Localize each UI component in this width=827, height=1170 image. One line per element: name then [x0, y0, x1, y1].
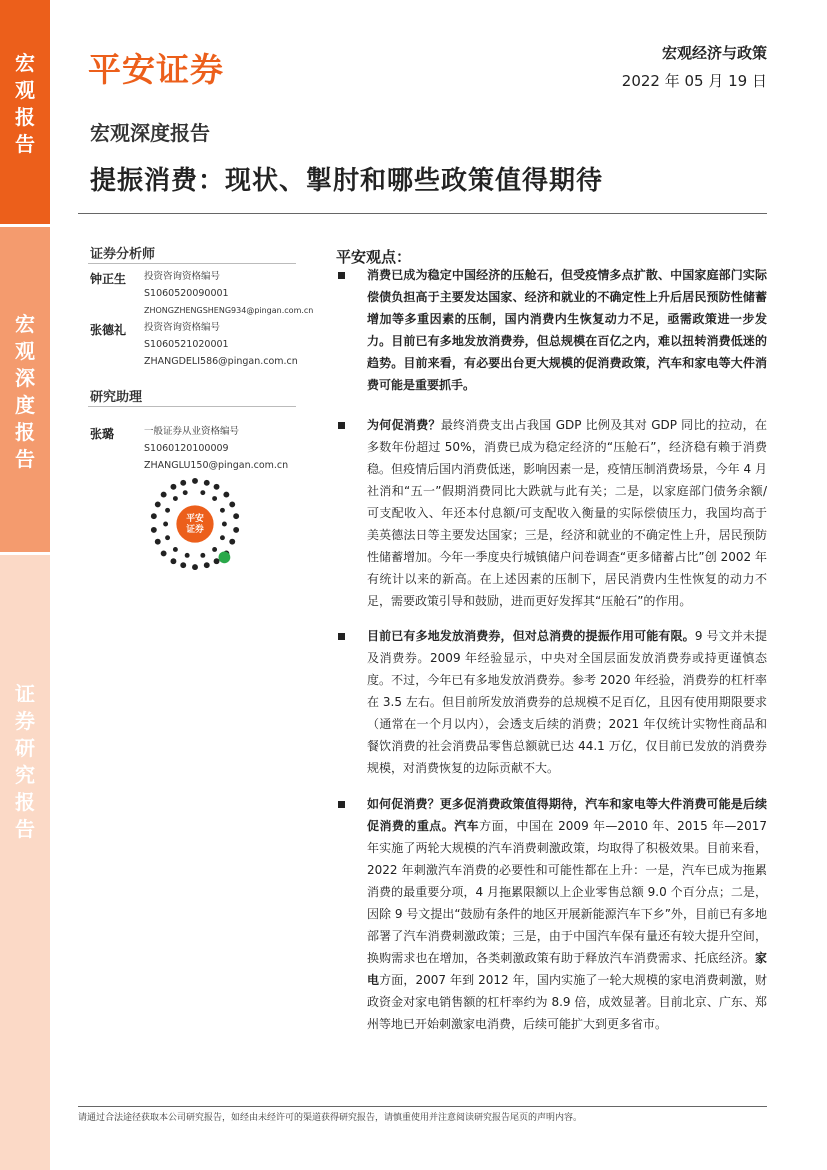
footer-disclaimer: 请通过合法途径获取本公司研究报告，如经由未经许可的渠道获得研究报告，请慎重使用并注意阅读研究报告尾页的声明内容。 [78, 1113, 583, 1123]
analyst-info [144, 319, 298, 370]
sidebar-char: 报 [15, 105, 35, 129]
analyst-info [144, 268, 313, 319]
analyst-email[interactable]: ZHONGZHENGSHENG934@pingan.com.cn [144, 306, 314, 315]
analysts-section-label: 证券分析师 [90, 247, 156, 262]
cert-label: 投资咨询资格编号 [144, 322, 221, 333]
sidebar-char: 宏 [15, 312, 35, 336]
cert-label: 投资咨询资格编号 [144, 271, 221, 282]
bullet-icon [336, 268, 348, 280]
section-divider [88, 263, 296, 264]
paragraph-lead: 目前已有多地发放消费券，但对总消费的提振作用可能有限。 [367, 629, 695, 643]
sidebar-char: 报 [15, 790, 35, 814]
sidebar-char: 报 [15, 420, 35, 444]
assistant-name: 张璐 [90, 427, 115, 441]
company-logo: 平安证券 [88, 50, 224, 89]
sidebar-block-securities-research [0, 555, 50, 1170]
footer-divider [78, 1106, 767, 1107]
cert-number: S1060120100009 [144, 443, 229, 454]
appliance-label: 家电 [367, 951, 767, 987]
viewpoint-title: 平安观点： [336, 248, 412, 266]
title-divider [78, 213, 767, 214]
viewpoint-paragraph-2 [367, 414, 767, 612]
report-category: 宏观经济与政策 [661, 44, 767, 62]
car-label: 汽车 [454, 819, 480, 833]
assistant-section-label: 研究助理 [90, 390, 143, 405]
qr-code-icon[interactable] [146, 475, 244, 573]
sidebar-char: 证 [15, 682, 35, 706]
sidebar-block-macro-deep-report [0, 227, 50, 552]
assistant-info [144, 423, 288, 474]
paragraph-text: 9 号文并未提及消费券。2009 年经验显示，中央对全国层面发放消费券或持更谨慎态度。不过，今年已有多地发放消费券。参考 2020 年经验，消费券的杠杆率在 3.5 左右。但目前所发放消费券的总规模不足百亿，且因有使用期限要求（通常在一个月以内），会透支后续的消费；2021 年仅统计实物性商品和餐饮消费的社会消费品零售总额就已达 44.1 万亿，仅目前已发放的消费券规模，对消费恢复的边际贡献不大。 [367, 629, 767, 775]
sidebar-char: 告 [15, 447, 35, 471]
sidebar-char: 告 [15, 132, 35, 156]
bullet-icon [336, 418, 348, 430]
sidebar-char: 研 [15, 736, 35, 760]
svg-text:证券: 证券 [186, 524, 204, 535]
paragraph-text: 最终消费支出占我国 GDP 比例及其对 GDP 同比的拉动，在多数年份超过 50%，消费已成为稳定经济的“压舱石”，经济稳有赖于消费稳。但疫情后国内消费低迷，影响因素一是，疫情压制消费场景，今年 4 月社消和“五一”假期消费同比大跌就与此有关；二是，以家庭部门债务余额/可支配收入、年还本付息额/可支配收入衡量的实际偿债压力，我国均高于美英德法日等主要发达国家；三是，经济和就业的不确定性上升，居民预防性储蓄增加。今年一季度央行城镇储户问卷调查“更多储蓄占比”创 2002 年有统计以来的新高。在上述因素的压制下，居民消费内生性恢复的动力不足，需要政策引导和鼓励，进而更好发挥其“压舱石”的作用。 [367, 418, 767, 608]
cert-label: 一般证券从业资格编号 [144, 426, 240, 437]
sidebar-char: 券 [15, 709, 35, 733]
viewpoint-paragraph-3 [367, 625, 767, 779]
sidebar-char: 度 [15, 393, 35, 417]
viewpoint-paragraph-4 [367, 793, 767, 1035]
cert-number: S1060520090001 [144, 288, 229, 299]
report-type: 宏观深度报告 [90, 121, 210, 145]
section-divider [88, 406, 296, 407]
analyst-name: 钟正生 [90, 272, 127, 286]
sidebar-char: 究 [15, 763, 35, 787]
bullet-icon [336, 797, 348, 809]
cert-number: S1060521020001 [144, 339, 229, 350]
report-date: 2022 年 05 月 19 日 [621, 72, 767, 90]
paragraph-text: 方面，中国在 2009 年—2010 年、2015 年—2017 年实施了两轮大规模的汽车消费刺激政策，均取得了积极效果。目前来看，2022 年刺激汽车消费的必要性和可能性都在上升：一是，汽车已成为拖累消费的最重要分项，4 月拖累限额以上企业零售总额 9.0 个百分点；二是，因除 9 号文提出“鼓励有条件的地区开展新能源汽车下乡”外，目前已有多地部署了汽车消费刺激政策；三是，由于中国汽车保有量还有较大提升空间，换购需求也在增加，各类刺激政策有助于释放汽车消费需求、托底经济。 [367, 819, 767, 965]
sidebar-char: 深 [15, 366, 35, 390]
paragraph-lead: 如何促消费？更多促消费政策值得期待，汽车和家电等大件消费可能是后续促消费的重点。 [367, 797, 767, 833]
paragraph-lead: 为何促消费？ [367, 418, 441, 432]
analyst-email[interactable]: ZHANGDELI586@pingan.com.cn [144, 356, 298, 367]
sidebar-block-macro-report [0, 0, 50, 224]
svg-text:平安: 平安 [186, 514, 204, 525]
sidebar-char: 观 [15, 339, 35, 363]
sidebar-char: 宏 [15, 51, 35, 75]
bullet-icon [336, 629, 348, 641]
sidebar-char: 告 [15, 817, 35, 841]
analyst-name: 张德礼 [90, 323, 127, 337]
viewpoint-paragraph-1 [367, 264, 767, 396]
paragraph-text: 方面，2007 年到 2012 年，国内实施了一轮大规模的家电消费刺激，财政资金对家电销售额的杠杆率约为 8.9 倍，成效显著。目前北京、广东、郑州等地已开始刺激家电消费，后续可能扩大到更多省市。 [367, 973, 767, 1031]
page-title: 提振消费：现状、掣肘和哪些政策值得期待 [90, 166, 604, 196]
sidebar-char: 观 [15, 78, 35, 102]
paragraph-bold: 消费已成为稳定中国经济的压舱石，但受疫情多点扩散、中国家庭部门实际偿债负担高于主要发达国家、经济和就业的不确定性上升后居民预防性储蓄增加等多重因素的压制，国内消费内生恢复动力不足，亟需政策进一步发力。目前已有多地发放消费券，但总规模在百亿之内，难以扭转消费低迷的趋势。目前来看，有必要出台更大规模的促消费政策，汽车和家电等大件消费可能是重要抓手。 [367, 268, 767, 392]
assistant-email[interactable]: ZHANGLU150@pingan.com.cn [144, 460, 289, 471]
